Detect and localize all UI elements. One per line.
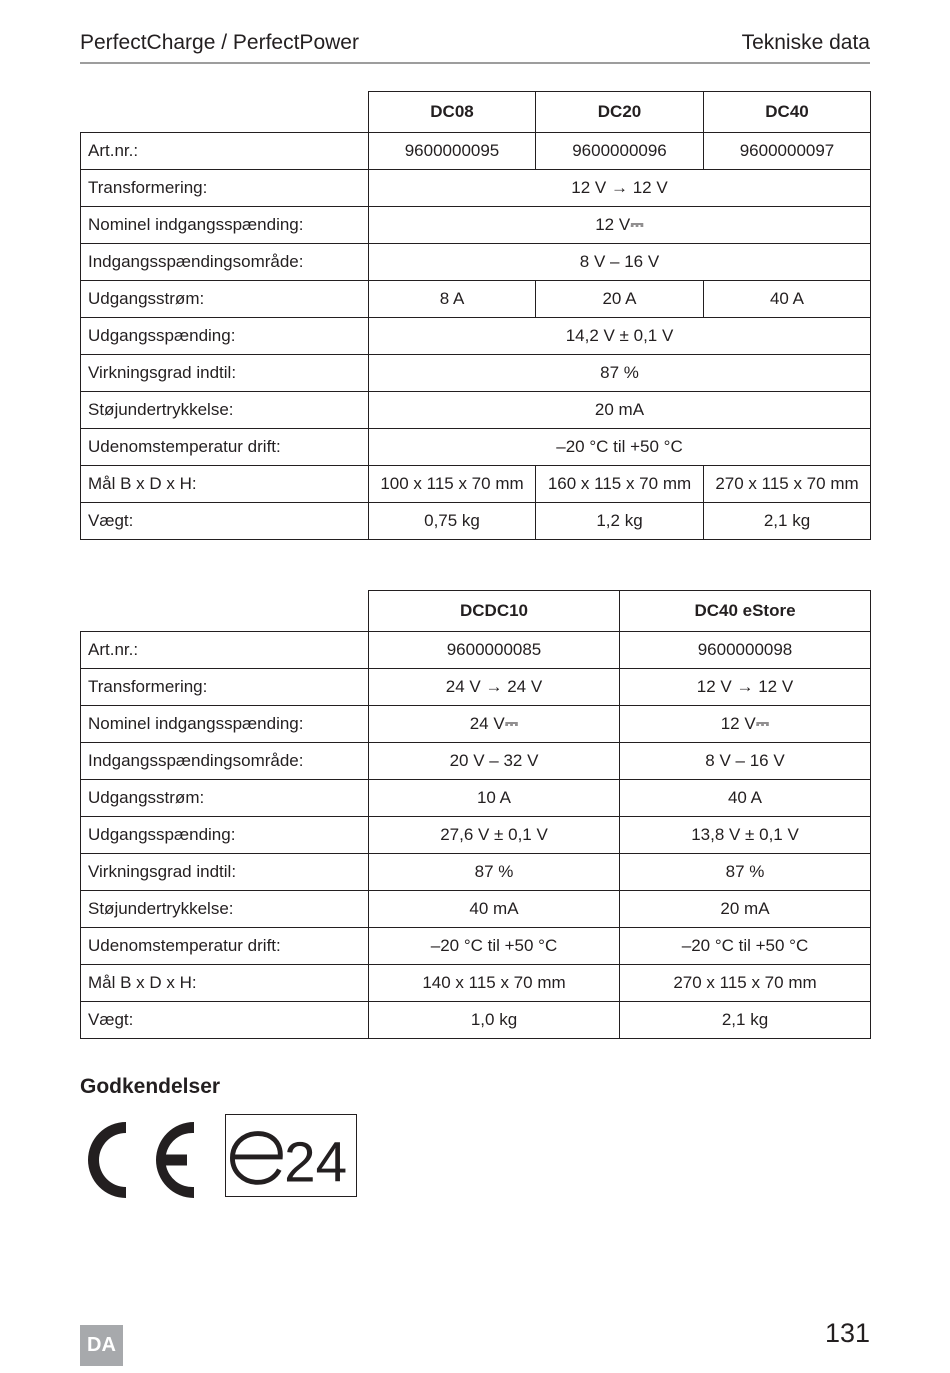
row-label: Mål B x D x H: <box>81 965 369 1002</box>
document-title: PerfectCharge / PerfectPower <box>80 31 359 54</box>
table-cell: 13,8 V ± 0,1 V <box>620 817 871 854</box>
spec-table-dcdc <box>80 590 871 1039</box>
table-cell: 1,2 kg <box>536 503 704 540</box>
table-row <box>81 669 871 706</box>
table-cell: 12 V → 12 V <box>620 669 871 706</box>
table-cell: 14,2 V ± 0,1 V <box>369 318 871 355</box>
row-label: Art.nr.: <box>81 632 369 669</box>
table-row <box>81 503 871 540</box>
column-header-dc40-estore: DC40 eStore <box>620 591 871 632</box>
row-label: Virkningsgrad indtil: <box>81 355 369 392</box>
table-cell: 20 A <box>536 281 704 318</box>
row-label: Udenomstemperatur drift: <box>81 928 369 965</box>
table-cell: 12 V⎓ <box>369 207 871 244</box>
table-cell: 8 A <box>369 281 536 318</box>
table-cell: 10 A <box>369 780 620 817</box>
table-row <box>81 854 871 891</box>
table-cell: 20 V – 32 V <box>369 743 620 780</box>
row-label: Udenomstemperatur drift: <box>81 429 369 466</box>
table-header-blank <box>81 591 369 632</box>
row-label: Transformering: <box>81 170 369 207</box>
header-divider <box>80 62 870 64</box>
table-cell: 270 x 115 x 70 mm <box>620 965 871 1002</box>
e24-approval-mark-icon <box>225 1114 357 1197</box>
table-cell: –20 °C til +50 °C <box>620 928 871 965</box>
table-row <box>81 466 871 503</box>
table-row <box>81 632 871 669</box>
table-cell: 1,0 kg <box>369 1002 620 1039</box>
ce-mark-icon <box>80 1118 198 1202</box>
row-label: Nominel indgangsspænding: <box>81 207 369 244</box>
table-row <box>81 429 871 466</box>
table-cell: 24 V → 24 V <box>369 669 620 706</box>
table-cell: 9600000095 <box>369 133 536 170</box>
table-row <box>81 706 871 743</box>
row-label: Udgangsstrøm: <box>81 780 369 817</box>
table-cell: 100 x 115 x 70 mm <box>369 466 536 503</box>
table-cell: 140 x 115 x 70 mm <box>369 965 620 1002</box>
table-row <box>81 817 871 854</box>
table-cell: 87 % <box>369 854 620 891</box>
table-cell: 8 V – 16 V <box>369 244 871 281</box>
row-label: Støjundertrykkelse: <box>81 891 369 928</box>
table-cell: 12 V → 12 V <box>369 170 871 207</box>
row-label: Støjundertrykkelse: <box>81 392 369 429</box>
table-cell: 2,1 kg <box>620 1002 871 1039</box>
row-label: Udgangsstrøm: <box>81 281 369 318</box>
table-row <box>81 133 871 170</box>
table-cell: 27,6 V ± 0,1 V <box>369 817 620 854</box>
table-cell: 9600000096 <box>536 133 704 170</box>
table-cell: 20 mA <box>620 891 871 928</box>
page-number: 131 <box>824 1318 870 1348</box>
table-cell: 87 % <box>620 854 871 891</box>
table-row <box>81 1002 871 1039</box>
table-row <box>81 891 871 928</box>
table-cell: 24 V⎓ <box>369 706 620 743</box>
table-cell: 8 V – 16 V <box>620 743 871 780</box>
table-row <box>81 928 871 965</box>
table-row <box>81 244 871 281</box>
table-cell: –20 °C til +50 °C <box>369 429 871 466</box>
table-header-blank <box>81 92 369 133</box>
row-label: Udgangsspænding: <box>81 817 369 854</box>
row-label: Udgangsspænding: <box>81 318 369 355</box>
table-cell: 40 A <box>620 780 871 817</box>
table-cell: 270 x 115 x 70 mm <box>704 466 871 503</box>
row-label: Vægt: <box>81 1002 369 1039</box>
row-label: Art.nr.: <box>81 133 369 170</box>
table-row <box>81 207 871 244</box>
table-row <box>81 281 871 318</box>
row-label: Mål B x D x H: <box>81 466 369 503</box>
column-header-dc40: DC40 <box>704 92 871 133</box>
table-cell: 2,1 kg <box>704 503 871 540</box>
row-label: Indgangsspændingsområde: <box>81 743 369 780</box>
table-cell: 20 mA <box>369 392 871 429</box>
table-cell: 87 % <box>369 355 871 392</box>
section-title: Tekniske data <box>741 31 870 54</box>
language-badge: DA <box>80 1325 123 1366</box>
table-row <box>81 743 871 780</box>
approvals-heading: Godkendelser <box>80 1075 221 1098</box>
row-label: Vægt: <box>81 503 369 540</box>
column-header-dcdc10: DCDC10 <box>369 591 620 632</box>
table-cell: 40 mA <box>369 891 620 928</box>
spec-table-dc <box>80 91 871 540</box>
table-row <box>81 318 871 355</box>
column-header-dc20: DC20 <box>536 92 704 133</box>
table-row <box>81 965 871 1002</box>
table-cell: 9600000097 <box>704 133 871 170</box>
table-cell: 160 x 115 x 70 mm <box>536 466 704 503</box>
row-label: Nominel indgangsspænding: <box>81 706 369 743</box>
table-cell: 12 V⎓ <box>620 706 871 743</box>
row-label: Virkningsgrad indtil: <box>81 854 369 891</box>
svg-text:24: 24 <box>284 1130 348 1194</box>
row-label: Indgangsspændingsområde: <box>81 244 369 281</box>
table-row <box>81 170 871 207</box>
table-cell: 40 A <box>704 281 871 318</box>
table-cell: 9600000085 <box>369 632 620 669</box>
table-cell: –20 °C til +50 °C <box>369 928 620 965</box>
row-label: Transformering: <box>81 669 369 706</box>
column-header-dc08: DC08 <box>369 92 536 133</box>
table-row <box>81 355 871 392</box>
table-row <box>81 780 871 817</box>
table-row <box>81 392 871 429</box>
table-cell: 9600000098 <box>620 632 871 669</box>
table-cell: 0,75 kg <box>369 503 536 540</box>
